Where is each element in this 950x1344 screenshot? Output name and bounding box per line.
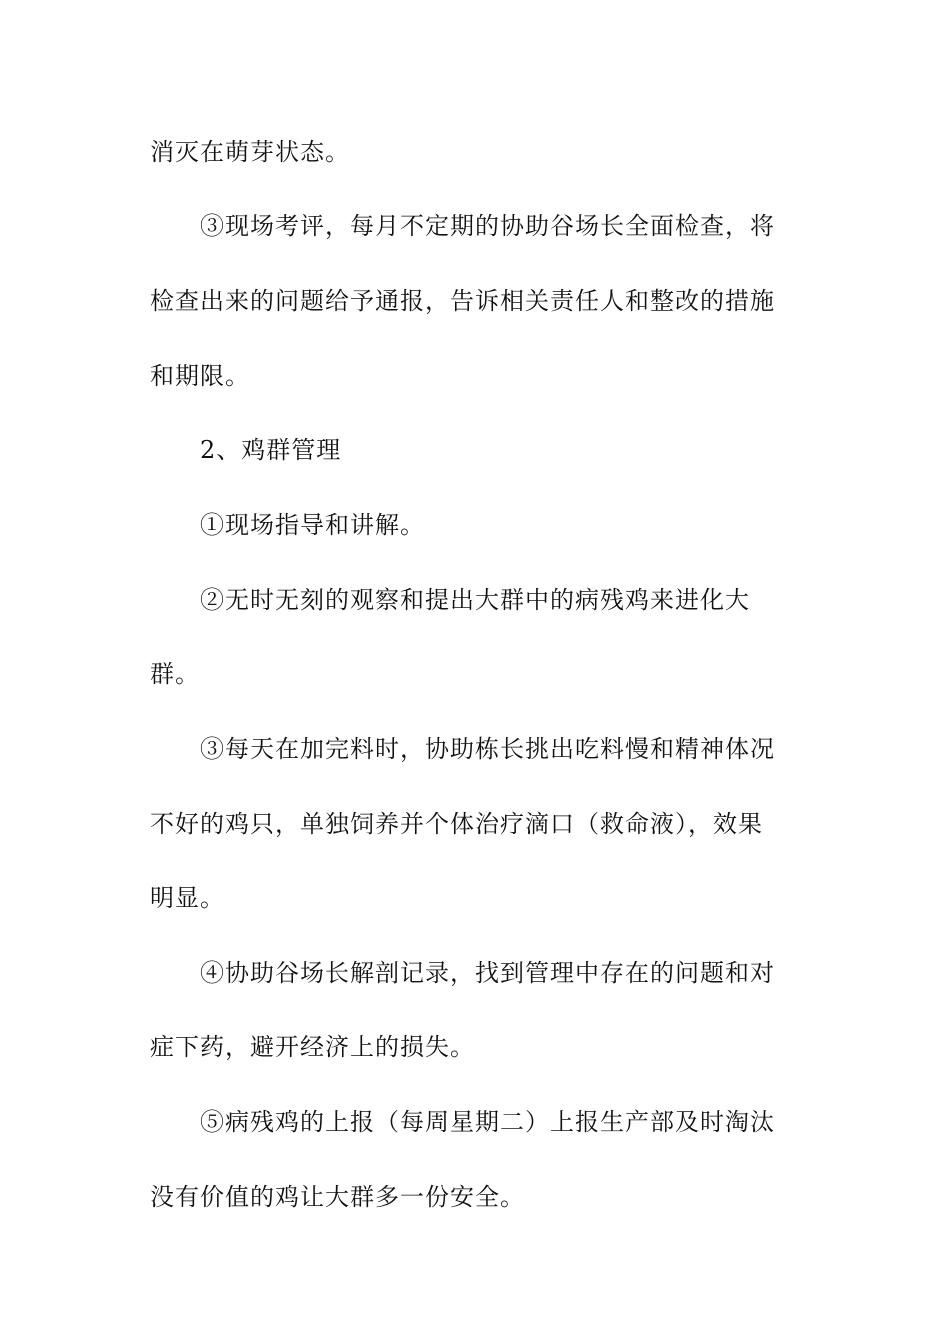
text-line-3: 检查出来的问题给予通报，告诉相关责任人和整改的措施 xyxy=(150,287,775,315)
text-line-11: 明显。 xyxy=(150,884,225,912)
text-line-4: 和期限。 xyxy=(150,362,250,390)
text-line-1: 消灭在萌芽状态。 xyxy=(150,138,350,166)
text-line-8: 群。 xyxy=(150,660,200,688)
text-line-10: 不好的鸡只，单独饲养并个体治疗滴口（救命液），效果 xyxy=(150,810,763,838)
text-line-2: ③现场考评，每月不定期的协助谷场长全面检查，将 xyxy=(200,212,775,240)
text-line-14: ⑤病残鸡的上报（每周星期二）上报生产部及时淘汰 xyxy=(200,1108,775,1136)
text-line-9: ③每天在加完料时，协助栋长挑出吃料慢和精神体况 xyxy=(200,735,775,763)
text-line-13: 症下药，避开经济上的损失。 xyxy=(150,1033,475,1061)
text-line-6: ①现场指导和讲解。 xyxy=(200,511,425,539)
text-line-15: 没有价值的鸡让大群多一份安全。 xyxy=(150,1183,525,1211)
text-line-7: ②无时无刻的观察和提出大群中的病残鸡来进化大 xyxy=(200,586,750,614)
text-line-12: ④协助谷场长解剖记录，找到管理中存在的问题和对 xyxy=(200,959,775,987)
section-heading: 2、鸡群管理 xyxy=(200,436,342,464)
